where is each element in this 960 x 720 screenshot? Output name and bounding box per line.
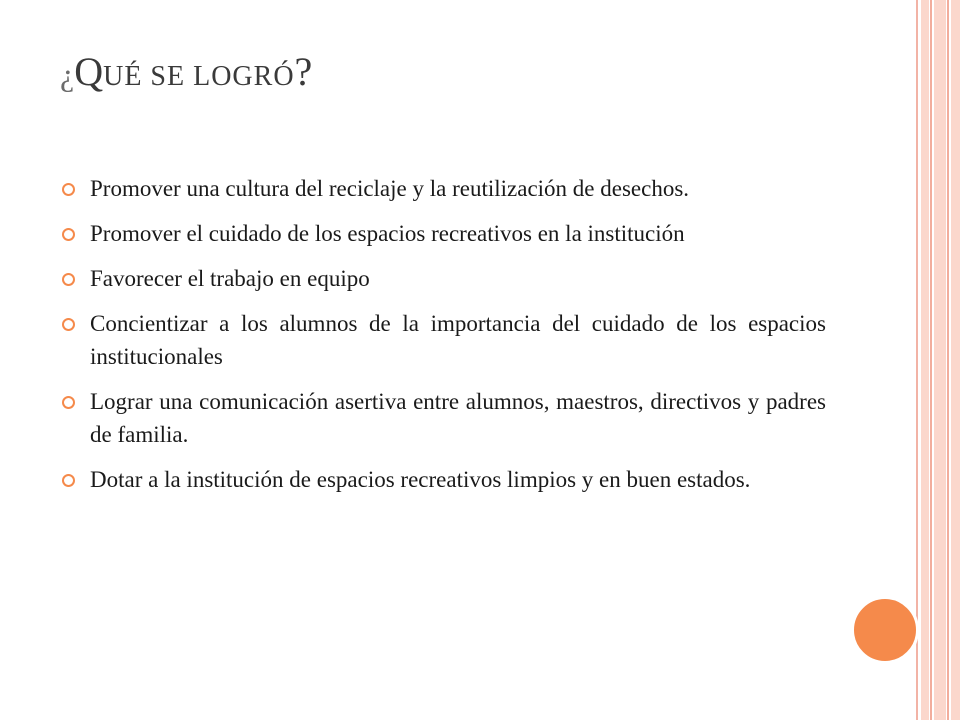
bullet-text: Dotar a la institución de espacios recreativos limpios y en buen estados. — [90, 467, 751, 492]
circle-outline-icon — [62, 318, 75, 331]
decor-stripe-line-2 — [947, 0, 949, 720]
bullet-text: Promover una cultura del reciclaje y la reutilización de desechos. — [90, 176, 690, 201]
circle-outline-icon — [62, 183, 75, 196]
decor-stripe-3 — [951, 0, 960, 720]
circle-outline-icon — [62, 396, 75, 409]
orange-circle-icon — [851, 596, 919, 664]
bullet-list — [60, 172, 826, 508]
bullet-item — [60, 463, 826, 496]
title-prefix: ¿ — [60, 56, 75, 92]
bullet-text: Promover el cuidado de los espacios recreativos en la institución — [90, 221, 685, 246]
circle-outline-icon — [62, 474, 75, 487]
bullet-text: Concientizar a los alumnos de la importancia del cuidado de los espacios institucionales — [90, 311, 826, 369]
circle-outline-icon — [62, 228, 75, 241]
bullet-item — [60, 172, 826, 205]
title-text: UÉ SE LOGRÓ — [103, 61, 295, 92]
bullet-item — [60, 385, 826, 451]
bullet-text: Lograr una comunicación asertiva entre alumnos, maestros, directivos y padres de familia. — [90, 389, 826, 447]
decor-stripe-1 — [921, 0, 929, 720]
decor-stripe-line-1 — [930, 0, 932, 720]
bullet-item — [60, 217, 826, 250]
decor-stripe-2 — [934, 0, 946, 720]
circle-outline-icon — [62, 273, 75, 286]
bullet-item — [60, 307, 826, 373]
title-suffix: ? — [294, 49, 313, 94]
title-first-letter: Q — [74, 49, 104, 94]
slide-title — [60, 48, 312, 95]
bullet-item — [60, 262, 826, 295]
bullet-text: Favorecer el trabajo en equipo — [90, 266, 370, 291]
